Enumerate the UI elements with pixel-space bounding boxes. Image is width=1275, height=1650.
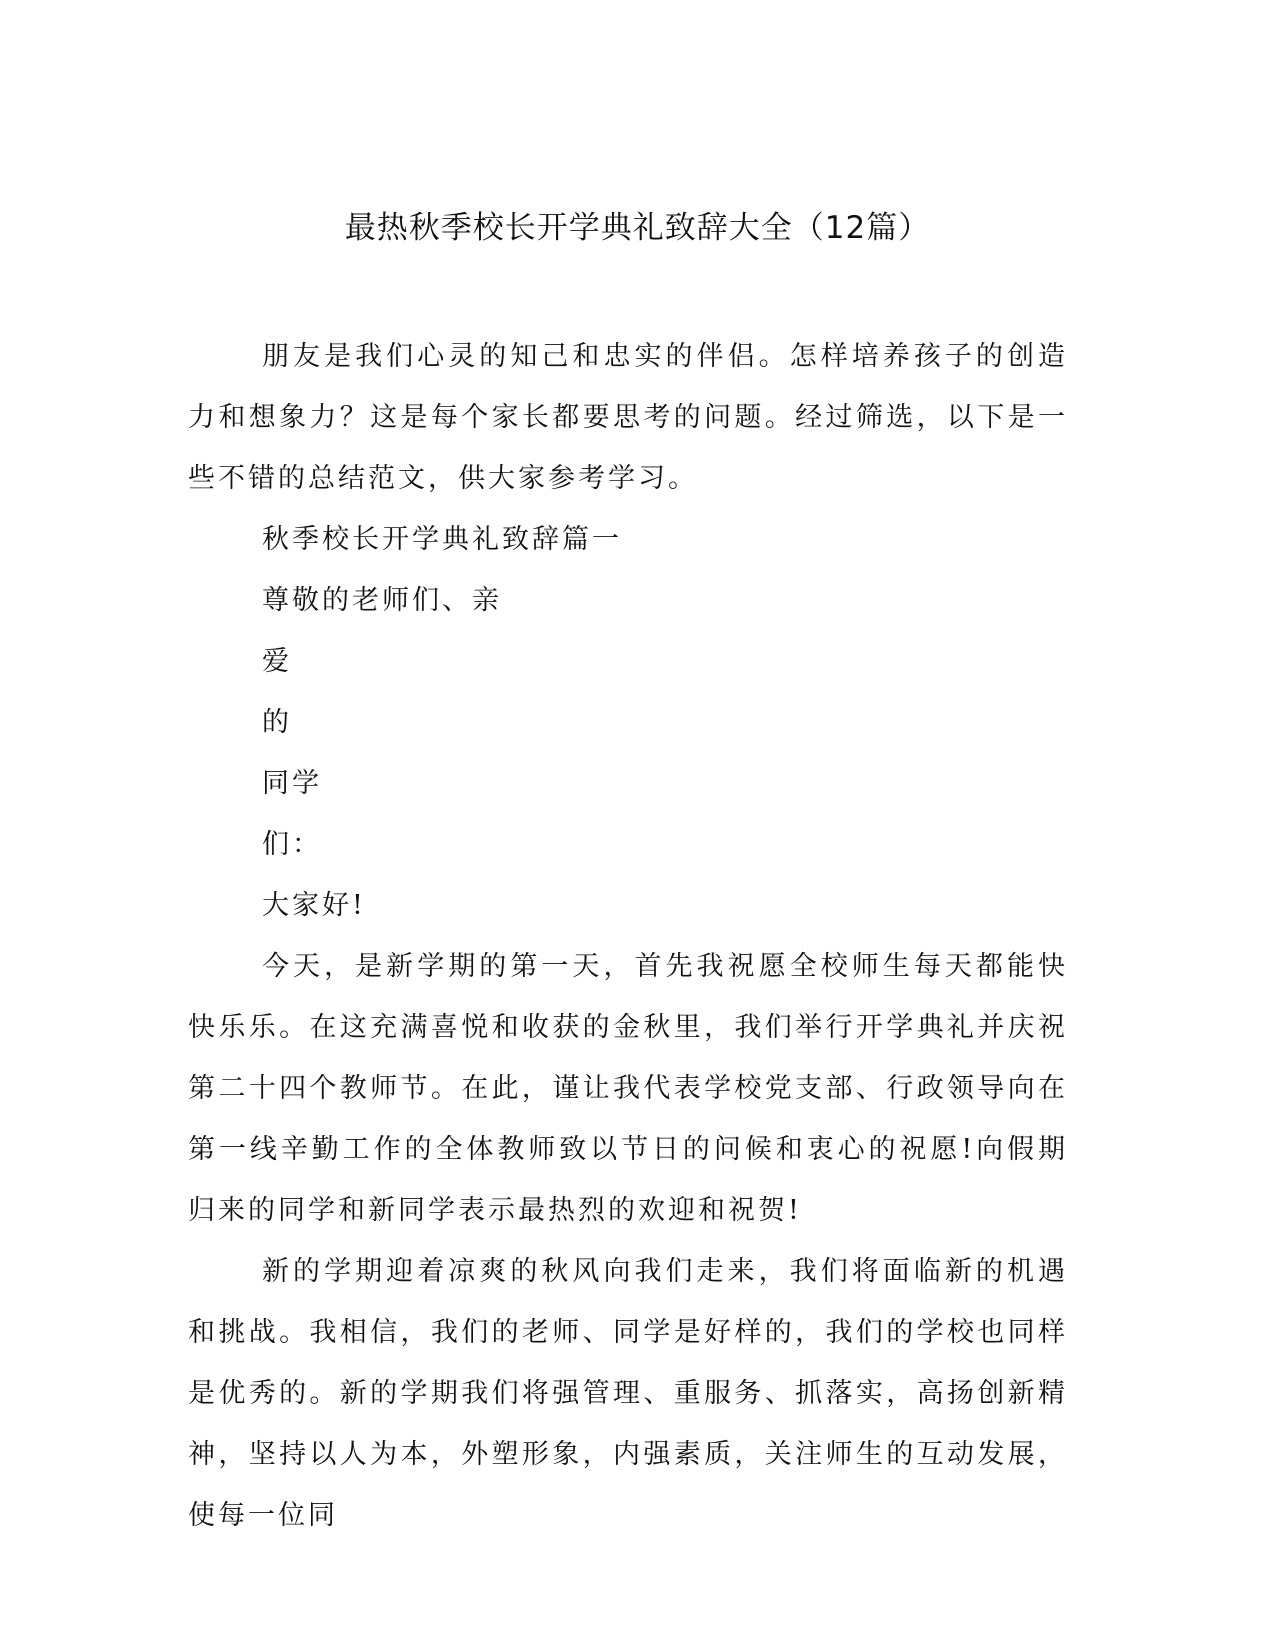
salutation-line: 同学 xyxy=(262,768,322,799)
paragraph-body: 今天，是新学期的第一天，首先我祝愿全校师生每天都能快快乐乐。在这充满喜悦和收获的金秋里，我们举行开学典礼并庆祝第二十四个教师节。在此，谨让我代表学校党支部、行政领导向在第一线辛勤工作的全体教师致以节日的问候和衷心的祝愿!向假期归来的同学和新同学表示最热烈的欢迎和祝贺! xyxy=(188,951,1068,1226)
document-title: 最热秋季校长开学典礼致辞大全（12篇） xyxy=(344,210,931,246)
greeting-line: 大家好! xyxy=(262,890,366,921)
section-heading: 秋季校长开学典礼致辞篇一 xyxy=(262,524,622,555)
salutation-line: 爱 xyxy=(262,646,292,677)
salutation-line: 尊敬的老师们、亲 xyxy=(262,585,502,616)
salutation-line: 的 xyxy=(262,707,292,738)
paragraph-body: 新的学期迎着凉爽的秋风向我们走来，我们将面临新的机遇和挑战。我相信，我们的老师、同学是好样的，我们的学校也同样是优秀的。新的学期我们将强管理、重服务、抓落实，高扬创新精神，坚持以人为本，外塑形象，内强素质，关注师生的互动发展，使每一位同 xyxy=(188,1256,1068,1531)
paragraph-intro: 朋友是我们心灵的知己和忠实的伴侣。怎样培养孩子的创造力和想象力？这是每个家长都要思考的问题。经过筛选，以下是一些不错的总结范文，供大家参考学习。 xyxy=(188,341,1068,494)
document-body xyxy=(188,326,1068,1546)
salutation-line: 们： xyxy=(262,829,322,860)
